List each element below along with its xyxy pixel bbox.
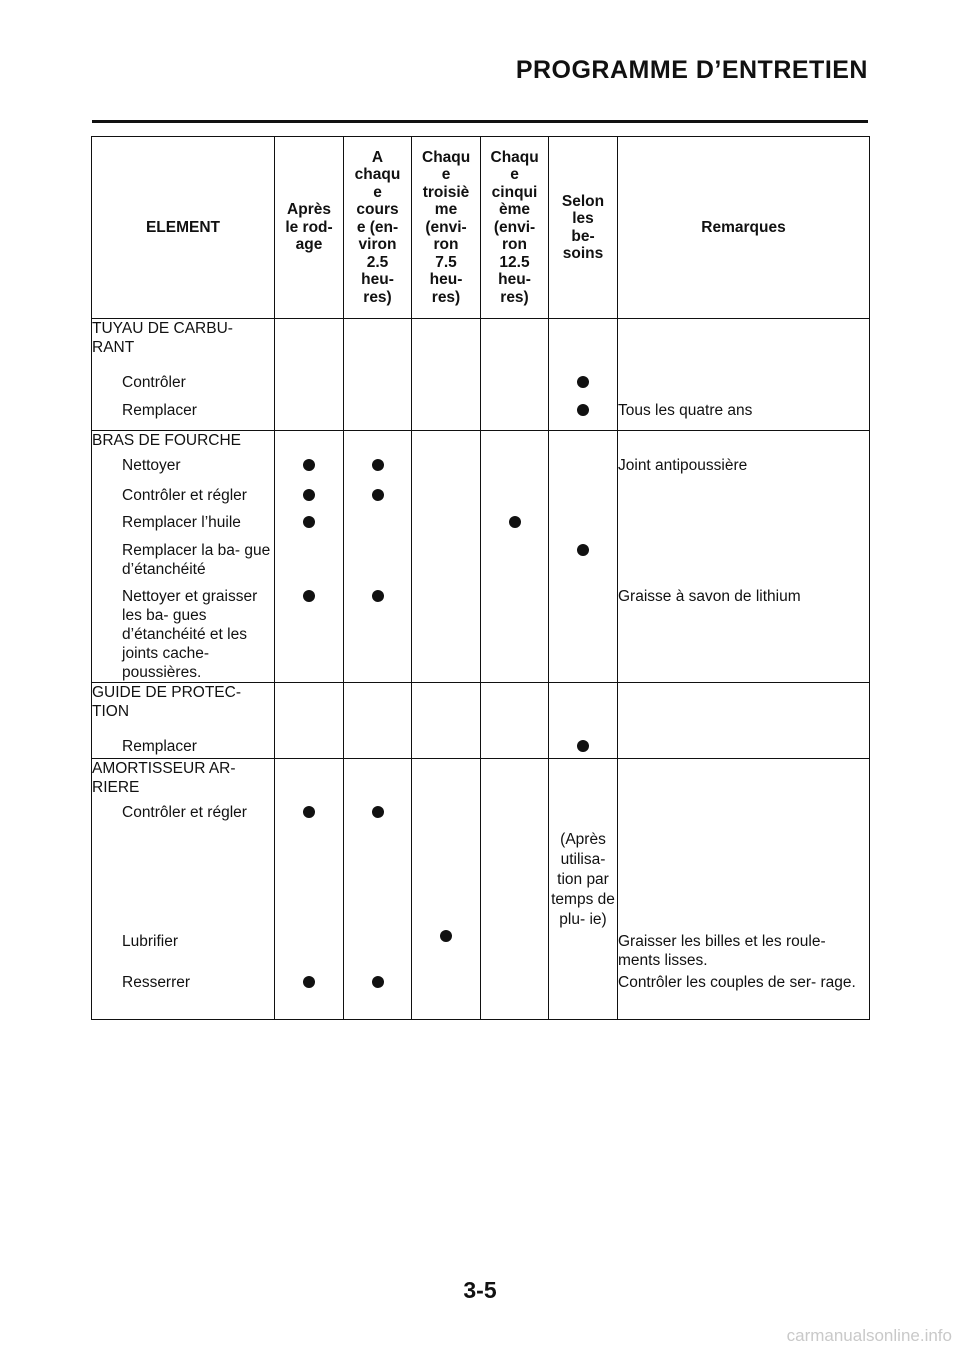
interval-cell: [481, 737, 549, 758]
empty-cell: [344, 758, 412, 803]
maintenance-dot-icon: [577, 544, 589, 556]
row-remark: Graisse à savon de lithium: [618, 587, 870, 683]
maintenance-dot-icon: [577, 404, 589, 416]
interval-cell: [275, 973, 344, 1019]
interval-cell: [549, 401, 618, 431]
interval-cell: [481, 830, 549, 973]
empty-cell: [344, 682, 412, 737]
interval-cell: [549, 456, 618, 486]
maintenance-dot-icon: [303, 459, 315, 471]
group-header-row: [92, 758, 870, 803]
column-header-cinquieme: Chaqu e cinqui ème (envi- ron 12.5 heu- res): [481, 137, 549, 319]
row-label: Nettoyer et graisser les ba- gues d’étanchéité et les joints cache- poussières.: [92, 587, 275, 683]
interval-cell: [412, 973, 481, 1019]
empty-cell: [275, 682, 344, 737]
column-header-troisieme: Chaqu e troisiè me (envi- ron 7.5 heu- res): [412, 137, 481, 319]
interval-cell: [275, 803, 344, 830]
maintenance-dot-icon: [372, 489, 384, 501]
row-remark: Tous les quatre ans: [618, 401, 870, 431]
empty-cell: [618, 319, 870, 373]
row-remark: [618, 541, 870, 587]
row-label: Nettoyer: [92, 456, 275, 486]
row-label: Contrôler et régler: [92, 486, 275, 513]
empty-cell: [412, 319, 481, 373]
row-label: Contrôler: [92, 373, 275, 401]
table-header-row: [92, 137, 870, 319]
interval-cell: [549, 737, 618, 758]
empty-cell: [275, 758, 344, 803]
row-remark: Contrôler les couples de ser- rage.: [618, 973, 870, 1019]
empty-cell: [344, 319, 412, 373]
interval-cell: [481, 456, 549, 486]
interval-cell: [549, 513, 618, 541]
interval-cell: [275, 541, 344, 587]
empty-cell: [549, 319, 618, 373]
interval-cell: [412, 401, 481, 431]
column-header-chaque-course: A chaqu e cours e (en- viron 2.5 heu- res): [344, 137, 412, 319]
interval-cell: [412, 541, 481, 587]
interval-cell: [344, 587, 412, 683]
group-header-row: [92, 682, 870, 737]
interval-cell: [275, 486, 344, 513]
row-label: Remplacer: [92, 401, 275, 431]
interval-cell: [275, 456, 344, 486]
interval-cell: [481, 401, 549, 431]
interval-cell: [481, 486, 549, 513]
interval-cell: [412, 486, 481, 513]
interval-cell: [275, 737, 344, 758]
interval-cell: [344, 513, 412, 541]
interval-cell: [549, 803, 618, 830]
maintenance-dot-icon: [577, 376, 589, 388]
empty-cell: [481, 758, 549, 803]
maintenance-dot-icon: [577, 740, 589, 752]
table-row: [92, 541, 870, 587]
interval-cell: [344, 541, 412, 587]
row-remark: [618, 803, 870, 830]
interval-note-cell: [549, 830, 618, 973]
interval-cell: [481, 803, 549, 830]
interval-cell: [344, 456, 412, 486]
empty-cell: [412, 431, 481, 456]
maintenance-dot-icon: [372, 806, 384, 818]
group-title: TUYAU DE CARBU- RANT: [92, 319, 275, 373]
table-row: [92, 830, 870, 973]
interval-cell: [412, 830, 481, 973]
table-body: [92, 319, 870, 1020]
table-row: [92, 486, 870, 513]
column-header-remarques: Remarques: [618, 137, 870, 319]
row-label: Remplacer l’huile: [92, 513, 275, 541]
interval-cell: [412, 803, 481, 830]
empty-cell: [481, 682, 549, 737]
interval-cell: [344, 973, 412, 1019]
table-row: [92, 803, 870, 830]
header-rule: [92, 120, 868, 123]
row-label: Remplacer: [92, 737, 275, 758]
group-title: BRAS DE FOURCHE: [92, 431, 275, 456]
interval-note: (Après utilisa- tion par temps de plu- ie): [551, 831, 615, 928]
interval-cell: [344, 373, 412, 401]
group-title: GUIDE DE PROTEC- TION: [92, 682, 275, 737]
interval-cell: [549, 541, 618, 587]
row-label: Resserrer: [92, 973, 275, 1019]
empty-cell: [618, 431, 870, 456]
interval-cell: [344, 830, 412, 973]
interval-cell: [549, 973, 618, 1019]
row-remark: [618, 373, 870, 401]
interval-cell: [481, 587, 549, 683]
maintenance-table: [91, 136, 870, 1020]
maintenance-dot-icon: [372, 976, 384, 988]
empty-cell: [344, 431, 412, 456]
table-row: [92, 737, 870, 758]
empty-cell: [549, 431, 618, 456]
maintenance-dot-icon: [372, 590, 384, 602]
maintenance-dot-icon: [509, 516, 521, 528]
column-header-element: ELEMENT: [92, 137, 275, 319]
interval-cell: [344, 737, 412, 758]
interval-cell: [412, 513, 481, 541]
row-label: Lubrifier: [92, 830, 275, 973]
column-header-apres-rodage: Après le rod- age: [275, 137, 344, 319]
maintenance-dot-icon: [303, 516, 315, 528]
interval-cell: [412, 456, 481, 486]
interval-cell: [481, 373, 549, 401]
interval-cell: [481, 541, 549, 587]
table-row: [92, 587, 870, 683]
row-remark: Joint antipoussière: [618, 456, 870, 486]
maintenance-dot-icon: [303, 976, 315, 988]
interval-cell: [549, 486, 618, 513]
maintenance-dot-icon: [372, 459, 384, 471]
table-row: [92, 456, 870, 486]
page-title: PROGRAMME D’ENTRETIEN: [515, 56, 868, 84]
maintenance-dot-icon: [303, 489, 315, 501]
empty-cell: [549, 682, 618, 737]
row-remark: [618, 513, 870, 541]
interval-cell: [275, 513, 344, 541]
empty-cell: [481, 319, 549, 373]
interval-cell: [344, 401, 412, 431]
empty-cell: [481, 431, 549, 456]
group-header-row: [92, 319, 870, 373]
interval-cell: [344, 803, 412, 830]
group-header-row: [92, 431, 870, 456]
table-row: [92, 513, 870, 541]
row-label: Contrôler et régler: [92, 803, 275, 830]
empty-cell: [618, 682, 870, 737]
interval-cell: [549, 373, 618, 401]
interval-cell: [481, 973, 549, 1019]
watermark: carmanualsonline.info: [786, 1326, 952, 1345]
interval-cell: [275, 587, 344, 683]
maintenance-dot-icon: [303, 806, 315, 818]
empty-cell: [618, 758, 870, 803]
table-row: [92, 401, 870, 431]
maintenance-dot-icon: [303, 590, 315, 602]
empty-cell: [412, 758, 481, 803]
interval-cell: [549, 587, 618, 683]
interval-cell: [275, 401, 344, 431]
interval-cell: [275, 830, 344, 973]
empty-cell: [275, 319, 344, 373]
page-number: 3-5: [463, 1277, 497, 1303]
interval-cell: [344, 486, 412, 513]
interval-cell: [412, 737, 481, 758]
row-label: Remplacer la ba- gue d’étanchéité: [92, 541, 275, 587]
table-row: [92, 373, 870, 401]
row-remark: [618, 486, 870, 513]
empty-cell: [275, 431, 344, 456]
maintenance-dot-icon: [440, 930, 452, 942]
interval-cell: [412, 373, 481, 401]
empty-cell: [549, 758, 618, 803]
interval-cell: [481, 513, 549, 541]
row-remark: [618, 737, 870, 758]
interval-cell: [275, 373, 344, 401]
empty-cell: [412, 682, 481, 737]
interval-cell: [412, 587, 481, 683]
row-remark: Graisser les billes et les roule- ments lisses.: [618, 830, 870, 973]
column-header-selon-besoins: Selon les be- soins: [549, 137, 618, 319]
table-row: [92, 973, 870, 1019]
group-title: AMORTISSEUR AR- RIERE: [92, 758, 275, 803]
